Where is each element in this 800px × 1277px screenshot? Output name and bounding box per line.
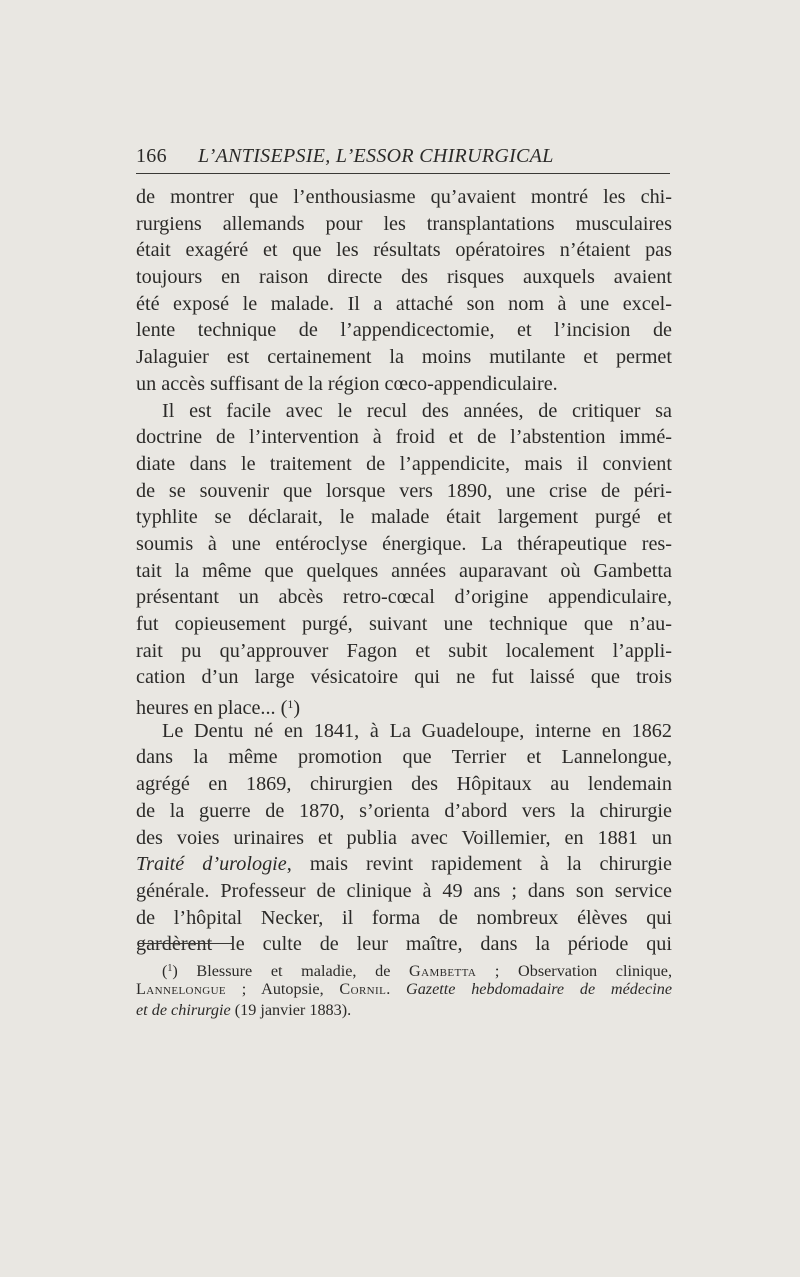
text-line: doctrine de l’intervention à froid et de l’abstention immé- (136, 426, 672, 449)
text-line: été exposé le malade. Il a attaché son nom à une excel- (136, 292, 672, 315)
journal-title: et de chirurgie (136, 1001, 231, 1019)
text-line: était exagéré et que les résultats opératoires n’étaient pas (136, 239, 672, 262)
text-line: lente technique de l’appendicectomie, et l’incision de (136, 319, 672, 342)
text-line: Jalaguier est certainement la moins mutilante et permet (136, 346, 672, 369)
text-line: soumis à une entéroclyse énergique. La thérapeutique res- (136, 532, 672, 555)
text-line: fut copieusement purgé, suivant une technique que n’au- (136, 613, 672, 635)
text-line: un accès suffisant de la région cœco-appendiculaire. (136, 372, 558, 395)
body-text (136, 184, 672, 958)
line-text: , mais revint rapidement à la chirurgie (286, 853, 672, 876)
footnote-name: Cornil (339, 980, 387, 998)
text-line: des voies urinaires et publia avec Voillemier, en 1881 un (136, 826, 672, 849)
footnote-marker: 1 (167, 963, 173, 974)
footnote-ref: 1 (287, 697, 294, 712)
text-line: rurgiens allemands pour les transplantations musculaires (136, 212, 672, 235)
text-line (136, 851, 672, 878)
text-line: tait la même que quelques années auparavant où Gambetta (136, 559, 672, 582)
header-rule (136, 173, 670, 174)
text-line: présentant un abcès retro-cœcal d’origine appendiculaire, (136, 586, 672, 609)
footnote-text: ; Observation clinique, (476, 962, 672, 980)
line-text: ) (293, 697, 301, 720)
text-line: de montrer que l’enthousiasme qu’avaient montré les chi- (136, 186, 672, 208)
footnote-line (136, 958, 672, 979)
text-line: cation d’un large vésicatoire qui ne fut laissé que trois (136, 666, 672, 689)
footnote-name: Gambetta (409, 962, 477, 980)
running-head (136, 145, 670, 168)
text-line: agrégé en 1869, chirurgien des Hôpitaux au lendemain (136, 773, 672, 796)
line-text: heures en place... ( (136, 697, 288, 720)
text-line: de se souvenir que lorsque vers 1890, une crise de péri- (136, 479, 672, 502)
text-line: de la guerre de 1870, s’orienta d’abord vers la chirurgie (136, 799, 672, 822)
footnote-text: ; Autopsie, (226, 980, 340, 998)
text-line: Le Dentu né en 1841, à La Guadeloupe, interne en 1862 (162, 719, 672, 742)
footnote-text: . (386, 980, 407, 998)
journal-title: Gazette hebdomadaire de médecine (406, 980, 672, 998)
footnote-text: ) Blessure et maladie, de (172, 962, 410, 980)
footnote-line (136, 1000, 672, 1021)
text-line: diate dans le traitement de l’appendicite, mais il convient (136, 452, 672, 475)
text-line: de l’hôpital Necker, il forma de nombreux élèves qui (136, 906, 672, 929)
running-title: L’ANTISEPSIE, L’ESSOR CHIRURGICAL (198, 145, 554, 167)
text-line: générale. Professeur de clinique à 49 ans ; dans son service (136, 879, 672, 902)
text-line: dans la même promotion que Terrier et Lannelongue, (136, 746, 672, 769)
text-line: Il est facile avec le recul des années, de critiquer sa (162, 399, 672, 422)
page-number: 166 (136, 145, 167, 167)
text-line: typhlite se déclarait, le malade était largement purgé et (136, 506, 672, 529)
text-line (136, 691, 672, 718)
book-title: Traité d’urologie (136, 853, 287, 876)
footnote-name: Lannelongue (136, 980, 227, 998)
footnote-rule (139, 943, 232, 944)
text-line: toujours en raison directe des risques auxquels avaient (136, 266, 672, 289)
footnote-text: (19 janvier 1883). (230, 1001, 352, 1019)
footnote-line (136, 979, 672, 1000)
footnote (136, 958, 672, 1021)
text-line: gardèrent le culte de leur maître, dans la période qui (136, 933, 672, 956)
text-line: rait pu qu’approuver Fagon et subit localement l’appli- (136, 639, 672, 662)
footnote-text: ( (162, 962, 168, 980)
